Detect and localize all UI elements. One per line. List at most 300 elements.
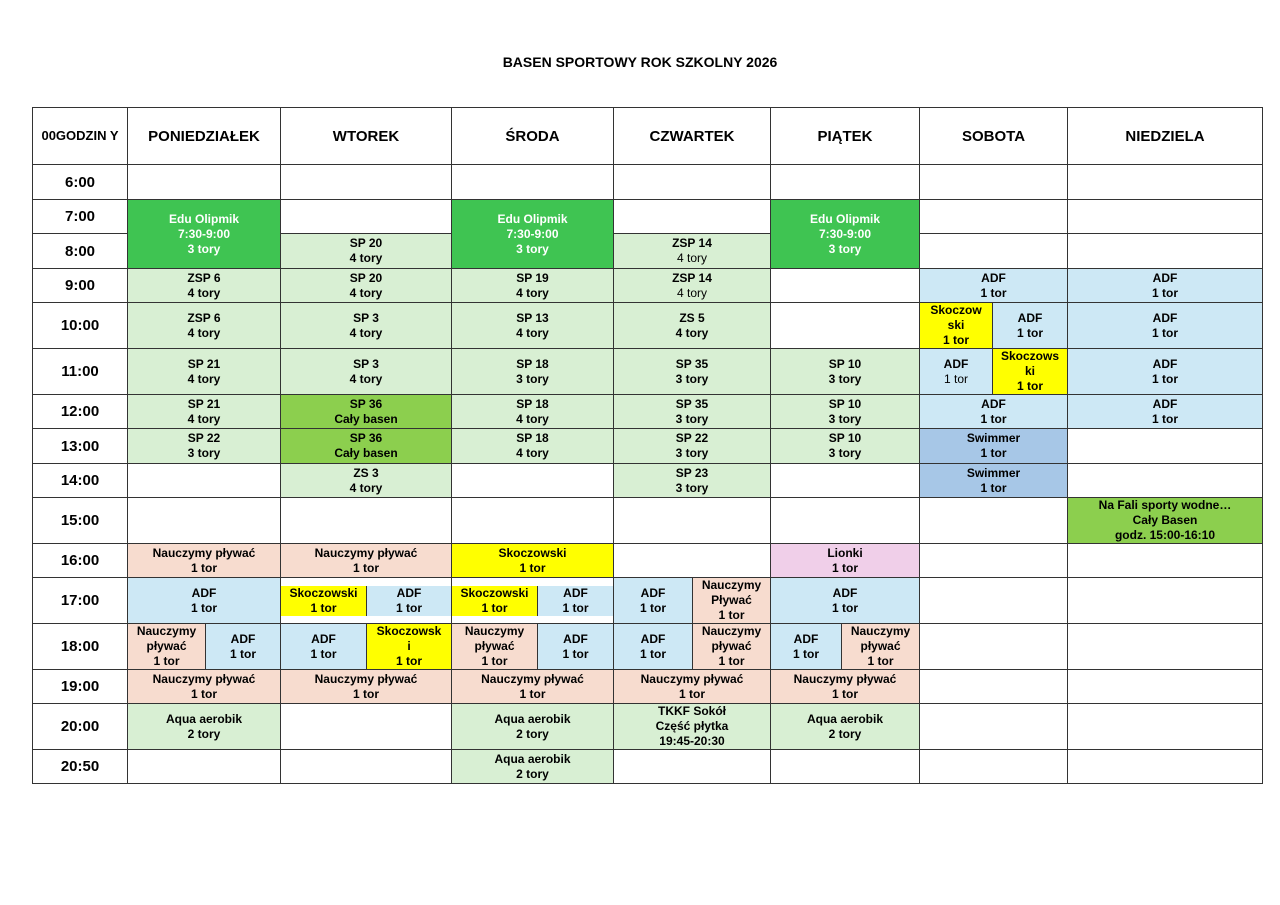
hour-label: 16:00: [33, 544, 128, 578]
session-line: 1 tor: [1151, 285, 1178, 300]
session-line: SP 22: [675, 431, 709, 445]
table-row: [33, 704, 1263, 750]
session-line: TKKF Sokół: [658, 704, 726, 718]
session-line: 1 tor: [310, 646, 337, 661]
session-line: 3 tory: [828, 411, 862, 426]
hour-label: 10:00: [33, 303, 128, 349]
session-line: 3 tory: [675, 371, 709, 386]
session-line: ki: [1024, 364, 1035, 378]
session-line: SP 10: [828, 431, 862, 445]
session-line: Nauczymy: [464, 624, 525, 638]
empty-cell: [1068, 704, 1263, 750]
session-line: 1 tor: [153, 654, 180, 668]
session-cell: [692, 578, 770, 623]
session-cell: [771, 624, 841, 669]
session-line: SP 36: [349, 431, 383, 445]
split-cell: [771, 624, 920, 670]
empty-cell: [771, 269, 920, 303]
session-line: Cały basen: [334, 446, 398, 460]
empty-cell: [281, 704, 452, 750]
hour-label: 12:00: [33, 395, 128, 429]
header-row: [33, 108, 1263, 165]
session-line: 4 tory: [187, 285, 221, 300]
session-line: 3 tory: [675, 411, 709, 426]
session-line: ADF: [640, 585, 666, 600]
session-line: Cały Basen: [1132, 513, 1198, 527]
table-row: [33, 578, 1263, 624]
session-line: Nauczymy pływać: [152, 545, 256, 560]
empty-cell: [281, 165, 452, 200]
session-line: Skoczowski: [460, 585, 529, 600]
empty-cell: [920, 200, 1068, 234]
split-cell: [128, 624, 281, 670]
session-cell: [366, 586, 451, 616]
session-line: 3 tory: [828, 446, 862, 460]
split-cell: [281, 578, 452, 624]
session-line: 4 tory: [349, 480, 383, 495]
session-line: 7:30-9:00: [818, 226, 872, 241]
session-cell: [771, 704, 920, 750]
session-line: 1 tor: [562, 646, 589, 661]
session-line: 1 tor: [943, 371, 968, 386]
session-line: 4 tory: [516, 446, 549, 460]
empty-cell: [771, 464, 920, 498]
empty-cell: [281, 750, 452, 784]
empty-cell: [920, 750, 1068, 784]
session-line: 4 tory: [516, 325, 549, 340]
session-line: 1 tor: [395, 600, 422, 615]
session-cell: [281, 586, 366, 616]
session-line: SP 36: [349, 396, 383, 411]
session-line: Aqua aerobik: [165, 711, 243, 726]
session-line: ADF: [832, 585, 858, 600]
session-cell: [128, 303, 281, 349]
session-line: 1 tor: [519, 560, 546, 575]
hour-label: 14:00: [33, 464, 128, 498]
table-row: [33, 349, 1263, 395]
session-line: Nauczymy pływać: [793, 671, 897, 686]
session-line: Swimmer: [966, 431, 1021, 445]
empty-cell: [1068, 544, 1263, 578]
session-cell: [771, 670, 920, 704]
empty-cell: [614, 165, 771, 200]
session-cell: [614, 395, 771, 429]
session-line: pływać: [146, 639, 187, 653]
session-line: 1 tor: [980, 446, 1007, 460]
session-line: 2 tory: [516, 726, 549, 741]
session-line: ADF: [793, 631, 819, 646]
session-cell: [281, 670, 452, 704]
session-line: ZS 5: [679, 310, 705, 325]
session-line: 1 tor: [942, 333, 969, 347]
session-line: Skoczows: [1000, 349, 1060, 363]
session-line: 2 tory: [828, 726, 862, 741]
session-cell: [692, 624, 770, 669]
session-cell: [281, 234, 452, 269]
pool-schedule-table: [32, 107, 1263, 784]
session-cell: [452, 303, 614, 349]
session-cell: [920, 464, 1068, 498]
session-line: 4 tory: [349, 285, 383, 300]
session-cell: [614, 704, 771, 750]
empty-cell: [1068, 200, 1263, 234]
session-line: SP 35: [675, 356, 709, 371]
session-cell: [128, 578, 281, 624]
session-line: 4 tory: [676, 251, 707, 265]
session-line: 7:30-9:00: [506, 226, 559, 241]
session-line: SP 21: [187, 356, 221, 371]
session-cell: [614, 234, 771, 269]
session-cell: [1068, 498, 1263, 544]
table-row: [33, 498, 1263, 544]
empty-cell: [920, 704, 1068, 750]
session-line: SP 19: [516, 270, 549, 285]
session-line: 4 tory: [675, 325, 709, 340]
session-line: 1 tor: [1151, 411, 1178, 426]
empty-cell: [920, 498, 1068, 544]
split-cell: [452, 624, 614, 670]
session-line: 1 tor: [519, 686, 546, 701]
session-line: Edu Olipmik: [168, 211, 239, 226]
session-cell: [1068, 269, 1263, 303]
split-cell: [452, 578, 614, 624]
empty-cell: [452, 464, 614, 498]
session-line: 4 tory: [516, 285, 549, 300]
session-cell: [452, 750, 614, 784]
session-cell: [128, 200, 281, 269]
session-line: 3 tory: [187, 446, 221, 460]
table-row: [33, 165, 1263, 200]
table-row: [33, 624, 1263, 670]
session-line: ADF: [943, 356, 969, 371]
session-line: ZS 3: [353, 465, 379, 480]
table-row: [33, 750, 1263, 784]
session-line: Nauczymy pływać: [640, 671, 744, 686]
day-header-saturday: SOBOTA: [920, 108, 1068, 165]
session-cell: [771, 395, 920, 429]
session-line: pływać: [860, 639, 901, 653]
session-line: Edu Olipmik: [497, 211, 568, 226]
session-line: Nauczymy pływać: [481, 671, 584, 686]
empty-cell: [1068, 165, 1263, 200]
session-line: ADF: [311, 631, 336, 646]
session-cell: [366, 624, 451, 669]
session-line: 1 tor: [190, 600, 217, 615]
session-cell: [841, 624, 919, 669]
session-line: 1 tor: [352, 686, 379, 701]
session-line: 1 tor: [718, 654, 745, 668]
table-row: [33, 303, 1263, 349]
session-line: 1 tor: [481, 600, 508, 615]
session-cell: [614, 269, 771, 303]
session-line: 4 tory: [187, 325, 221, 340]
session-line: Swimmer: [966, 465, 1021, 480]
hour-label: 13:00: [33, 429, 128, 464]
session-line: ADF: [191, 585, 217, 600]
empty-cell: [128, 464, 281, 498]
empty-cell: [771, 165, 920, 200]
empty-cell: [128, 498, 281, 544]
session-cell: [281, 269, 452, 303]
session-cell: [128, 544, 281, 578]
session-cell: [614, 578, 692, 623]
empty-cell: [771, 303, 920, 349]
session-line: Nauczymy: [136, 624, 197, 638]
empty-cell: [281, 200, 452, 234]
session-cell: [128, 624, 205, 669]
session-line: ADF: [563, 585, 588, 600]
empty-cell: [1068, 624, 1263, 670]
session-line: godz. 15:00-16:10: [1114, 528, 1216, 542]
session-line: Nauczymy pływać: [314, 545, 418, 560]
empty-cell: [614, 498, 771, 544]
session-line: SP 10: [828, 396, 862, 411]
session-line: 4 tory: [187, 411, 221, 426]
session-line: ADF: [981, 270, 1006, 285]
session-line: 1 tor: [831, 686, 858, 701]
session-cell: [128, 670, 281, 704]
session-cell: [537, 624, 613, 669]
session-cell: [771, 578, 920, 624]
session-cell: [614, 349, 771, 395]
day-header-sunday: NIEDZIELA: [1068, 108, 1263, 165]
split-cell: [920, 349, 1068, 395]
session-line: 1 tor: [229, 646, 256, 661]
empty-cell: [614, 200, 771, 234]
empty-cell: [920, 624, 1068, 670]
session-line: 1 tor: [639, 646, 666, 661]
session-line: 1 tor: [395, 654, 422, 668]
session-cell: [614, 303, 771, 349]
hour-label: 20:50: [33, 750, 128, 784]
session-line: SP 21: [187, 396, 221, 411]
hour-label: 6:00: [33, 165, 128, 200]
hour-label: 8:00: [33, 234, 128, 269]
session-line: ADF: [396, 585, 422, 600]
session-line: 7:30-9:00: [177, 226, 231, 241]
session-cell: [281, 464, 452, 498]
hour-label: 18:00: [33, 624, 128, 670]
session-cell: [920, 269, 1068, 303]
session-cell: [452, 349, 614, 395]
session-line: 1 tor: [190, 686, 217, 701]
session-line: Cały basen: [334, 411, 398, 426]
session-line: ADF: [230, 631, 256, 646]
session-cell: [452, 200, 614, 269]
hour-label: 17:00: [33, 578, 128, 624]
table-row: [33, 395, 1263, 429]
session-line: ski: [947, 318, 965, 332]
session-line: Aqua aerobik: [806, 711, 884, 726]
session-line: 1 tor: [310, 600, 337, 615]
session-line: 1 tor: [1151, 371, 1178, 386]
hour-label: 7:00: [33, 200, 128, 234]
session-line: ADF: [1152, 270, 1178, 285]
day-header-friday: PIĄTEK: [771, 108, 920, 165]
session-line: Nauczymy: [701, 624, 762, 638]
session-line: Skoczowski: [289, 585, 358, 600]
empty-cell: [1068, 578, 1263, 624]
session-line: Nauczymy pływać: [152, 671, 256, 686]
session-line: Lionki: [827, 545, 863, 560]
table-row: [33, 269, 1263, 303]
session-cell: [281, 303, 452, 349]
session-line: 4 tory: [349, 325, 383, 340]
session-line: Edu Olipmik: [809, 211, 880, 226]
session-line: ADF: [981, 396, 1006, 411]
session-line: 2 tory: [516, 766, 549, 781]
session-line: 4 tory: [349, 251, 383, 265]
session-line: ADF: [1017, 310, 1043, 325]
session-line: 1 tor: [980, 285, 1007, 300]
session-cell: [920, 429, 1068, 464]
session-line: 19:45-20:30: [659, 734, 725, 748]
table-row: [33, 464, 1263, 498]
session-line: 1 tor: [352, 560, 379, 575]
session-line: 3 tory: [516, 371, 549, 386]
hour-label: 9:00: [33, 269, 128, 303]
session-cell: [281, 349, 452, 395]
session-cell: [771, 429, 920, 464]
session-line: 1 tor: [481, 654, 508, 668]
table-row: [33, 544, 1263, 578]
session-line: ADF: [1152, 396, 1178, 411]
session-line: i: [407, 639, 411, 653]
session-line: 3 tory: [516, 241, 549, 256]
empty-cell: [614, 544, 771, 578]
empty-cell: [281, 498, 452, 544]
session-cell: [920, 303, 992, 348]
empty-cell: [614, 750, 771, 784]
session-line: ZSP 6: [187, 310, 221, 325]
session-line: 1 tor: [831, 600, 858, 615]
session-cell: [128, 349, 281, 395]
session-cell: [281, 624, 366, 669]
session-cell: [771, 544, 920, 578]
session-line: pływać: [474, 639, 515, 653]
session-line: ADF: [1152, 310, 1178, 325]
session-line: Na Fali sporty wodne…: [1098, 498, 1232, 512]
day-header-tuesday: WTOREK: [281, 108, 452, 165]
session-line: pływać: [711, 639, 752, 653]
session-cell: [920, 349, 992, 394]
split-cell: [614, 624, 771, 670]
session-cell: [1068, 303, 1263, 349]
session-line: SP 18: [516, 431, 549, 445]
session-cell: [128, 429, 281, 464]
empty-cell: [920, 234, 1068, 269]
empty-cell: [771, 498, 920, 544]
session-line: SP 35: [675, 396, 709, 411]
session-cell: [281, 395, 452, 429]
session-line: 3 tory: [675, 480, 709, 495]
session-cell: [771, 200, 920, 269]
empty-cell: [452, 498, 614, 544]
empty-cell: [128, 750, 281, 784]
empty-cell: [920, 578, 1068, 624]
session-cell: [452, 544, 614, 578]
session-line: 1 tor: [980, 480, 1007, 495]
session-line: 1 tor: [718, 608, 745, 622]
session-cell: [614, 429, 771, 464]
session-cell: [614, 624, 692, 669]
day-header-wednesday: ŚRODA: [452, 108, 614, 165]
session-line: SP 18: [516, 356, 549, 371]
split-cell: [920, 303, 1068, 349]
session-line: SP 10: [828, 356, 862, 371]
session-cell: [1068, 395, 1263, 429]
session-line: ZSP 6: [187, 270, 221, 285]
session-line: ADF: [640, 631, 666, 646]
empty-cell: [452, 165, 614, 200]
session-cell: [771, 349, 920, 395]
session-line: ADF: [1152, 356, 1178, 371]
session-line: 1 tor: [867, 654, 894, 668]
session-line: 1 tor: [678, 686, 705, 701]
table-row: [33, 200, 1263, 234]
session-cell: [128, 269, 281, 303]
hour-label: 11:00: [33, 349, 128, 395]
session-line: 3 tory: [187, 241, 221, 256]
session-line: Skoczow: [930, 303, 982, 317]
session-cell: [205, 624, 280, 669]
session-cell: [452, 269, 614, 303]
session-line: 4 tory: [349, 371, 383, 386]
empty-cell: [1068, 429, 1263, 464]
session-line: Skoczowski: [498, 545, 567, 560]
hour-label: 19:00: [33, 670, 128, 704]
session-line: 3 tory: [828, 371, 862, 386]
session-line: ZSP 14: [672, 270, 712, 285]
empty-cell: [771, 750, 920, 784]
session-line: 1 tor: [562, 600, 589, 615]
session-cell: [614, 670, 771, 704]
empty-cell: [920, 544, 1068, 578]
hour-label: 20:00: [33, 704, 128, 750]
session-line: SP 3: [353, 356, 379, 371]
session-cell: [614, 464, 771, 498]
session-line: ZSP 14: [672, 236, 712, 250]
session-line: Pływać: [711, 593, 752, 607]
session-line: SP 18: [516, 396, 549, 411]
split-cell: [281, 624, 452, 670]
empty-cell: [128, 165, 281, 200]
session-line: 3 tory: [828, 241, 862, 256]
session-line: 1 tor: [831, 560, 858, 575]
session-line: SP 3: [353, 310, 379, 325]
session-line: 1 tor: [980, 411, 1007, 426]
session-line: Nauczymy: [701, 578, 762, 592]
session-line: 1 tor: [639, 600, 666, 615]
session-line: Nauczymy pływać: [314, 671, 418, 686]
session-cell: [537, 586, 613, 616]
session-cell: [281, 544, 452, 578]
session-cell: [452, 395, 614, 429]
session-cell: [920, 395, 1068, 429]
empty-cell: [1068, 750, 1263, 784]
session-cell: [452, 624, 537, 669]
session-cell: [452, 704, 614, 750]
session-line: 1 tor: [1016, 379, 1043, 393]
empty-cell: [920, 165, 1068, 200]
session-line: 1 tor: [1016, 325, 1043, 340]
session-cell: [1068, 349, 1263, 395]
session-line: 4 tory: [187, 371, 221, 386]
session-line: Nauczymy: [850, 624, 911, 638]
session-line: SP 20: [349, 236, 383, 250]
session-line: Aqua aerobik: [494, 711, 571, 726]
session-cell: [452, 429, 614, 464]
